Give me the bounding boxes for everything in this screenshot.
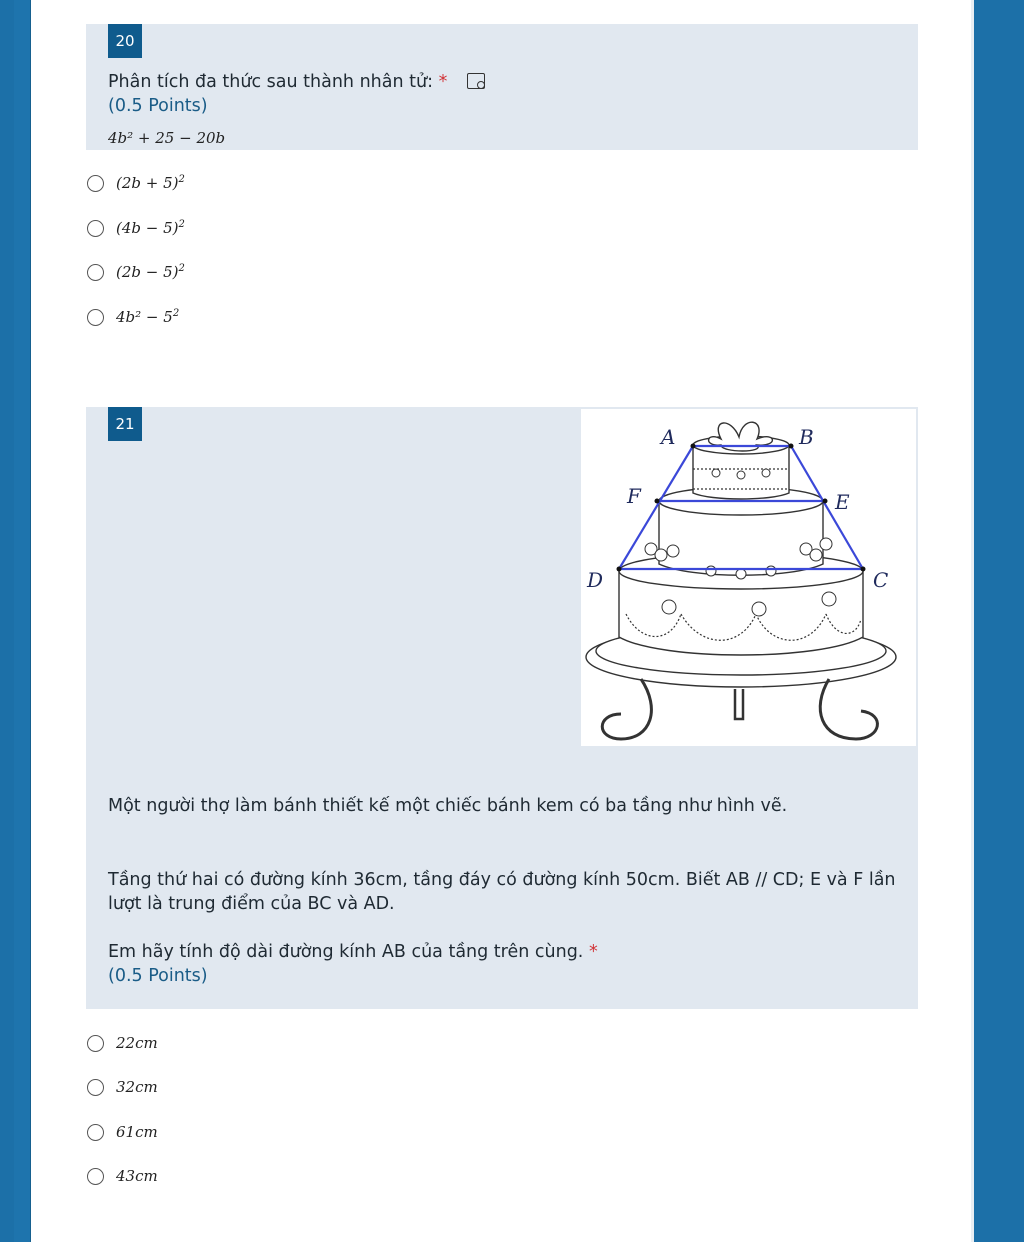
label-d: D xyxy=(587,568,604,592)
option-label: 4b² − 5 xyxy=(116,308,173,326)
label-f: F xyxy=(627,484,641,508)
question-formula: 4b² + 25 − 20b xyxy=(108,129,226,147)
option-exponent: 2 xyxy=(178,263,185,274)
q20-option-4[interactable] xyxy=(87,302,179,332)
question-points: (0.5 Points) xyxy=(108,966,208,986)
question-number: 20 xyxy=(108,24,142,58)
label-c: C xyxy=(873,568,889,592)
immersive-reader-icon[interactable] xyxy=(467,73,485,89)
option-exponent: 2 xyxy=(178,219,185,230)
label-b: B xyxy=(799,425,814,449)
question-paragraph-1: Một người thợ làm bánh thiết kế một chiếc bánh kem có ba tầng như hình vẽ. xyxy=(108,796,788,816)
option-label: (2b + 5) xyxy=(116,174,179,192)
q20-option-3[interactable] xyxy=(87,257,185,287)
radio-button[interactable] xyxy=(87,1124,104,1141)
option-label: 22cm xyxy=(116,1034,158,1052)
radio-button[interactable] xyxy=(87,220,104,237)
cake-figure xyxy=(581,409,916,746)
radio-button[interactable] xyxy=(87,1168,104,1185)
q20-option-1[interactable] xyxy=(87,168,185,198)
radio-button[interactable] xyxy=(87,264,104,281)
required-marker: * xyxy=(438,72,448,92)
question-label: Em hãy tính độ dài đường kính AB của tầng trên cùng. xyxy=(108,942,584,962)
option-label: (4b − 5) xyxy=(116,219,179,237)
question-label: Phân tích đa thức sau thành nhân tử: xyxy=(108,72,433,92)
question-number: 21 xyxy=(108,407,142,441)
option-exponent: 2 xyxy=(172,308,180,319)
q20-option-2[interactable] xyxy=(87,213,185,243)
window-edge-left xyxy=(0,0,14,1242)
label-a: A xyxy=(661,425,676,449)
option-label: 32cm xyxy=(116,1078,158,1096)
radio-button[interactable] xyxy=(87,1079,104,1096)
label-e: E xyxy=(835,490,850,514)
radio-button[interactable] xyxy=(87,175,104,192)
radio-button[interactable] xyxy=(87,1035,104,1052)
q21-option-1[interactable] xyxy=(87,1028,158,1058)
required-marker: * xyxy=(588,942,598,962)
q21-option-2[interactable] xyxy=(87,1072,158,1102)
window-edge-right xyxy=(974,0,1024,1242)
question-20-card xyxy=(86,24,918,150)
window-edge-right-inner xyxy=(971,0,974,1242)
question-text xyxy=(108,940,598,964)
option-label: 43cm xyxy=(116,1167,158,1185)
window-edge-left-inner xyxy=(14,0,31,1242)
option-exponent: 2 xyxy=(178,174,185,185)
radio-button[interactable] xyxy=(87,309,104,326)
cake-diagram xyxy=(581,409,916,746)
option-label: 61cm xyxy=(116,1123,158,1141)
option-label: (2b − 5) xyxy=(116,263,179,281)
q21-option-4[interactable] xyxy=(87,1161,158,1191)
form-page xyxy=(31,0,971,1242)
question-points: (0.5 Points) xyxy=(108,96,208,116)
question-text xyxy=(108,70,485,94)
question-21-card xyxy=(86,407,918,1009)
q21-option-3[interactable] xyxy=(87,1117,158,1147)
question-paragraph-2: Tầng thứ hai có đường kính 36cm, tầng đáy có đường kính 50cm. Biết AB // CD; E và F lần lượt là trung điểm của BC và AD. xyxy=(108,870,896,914)
